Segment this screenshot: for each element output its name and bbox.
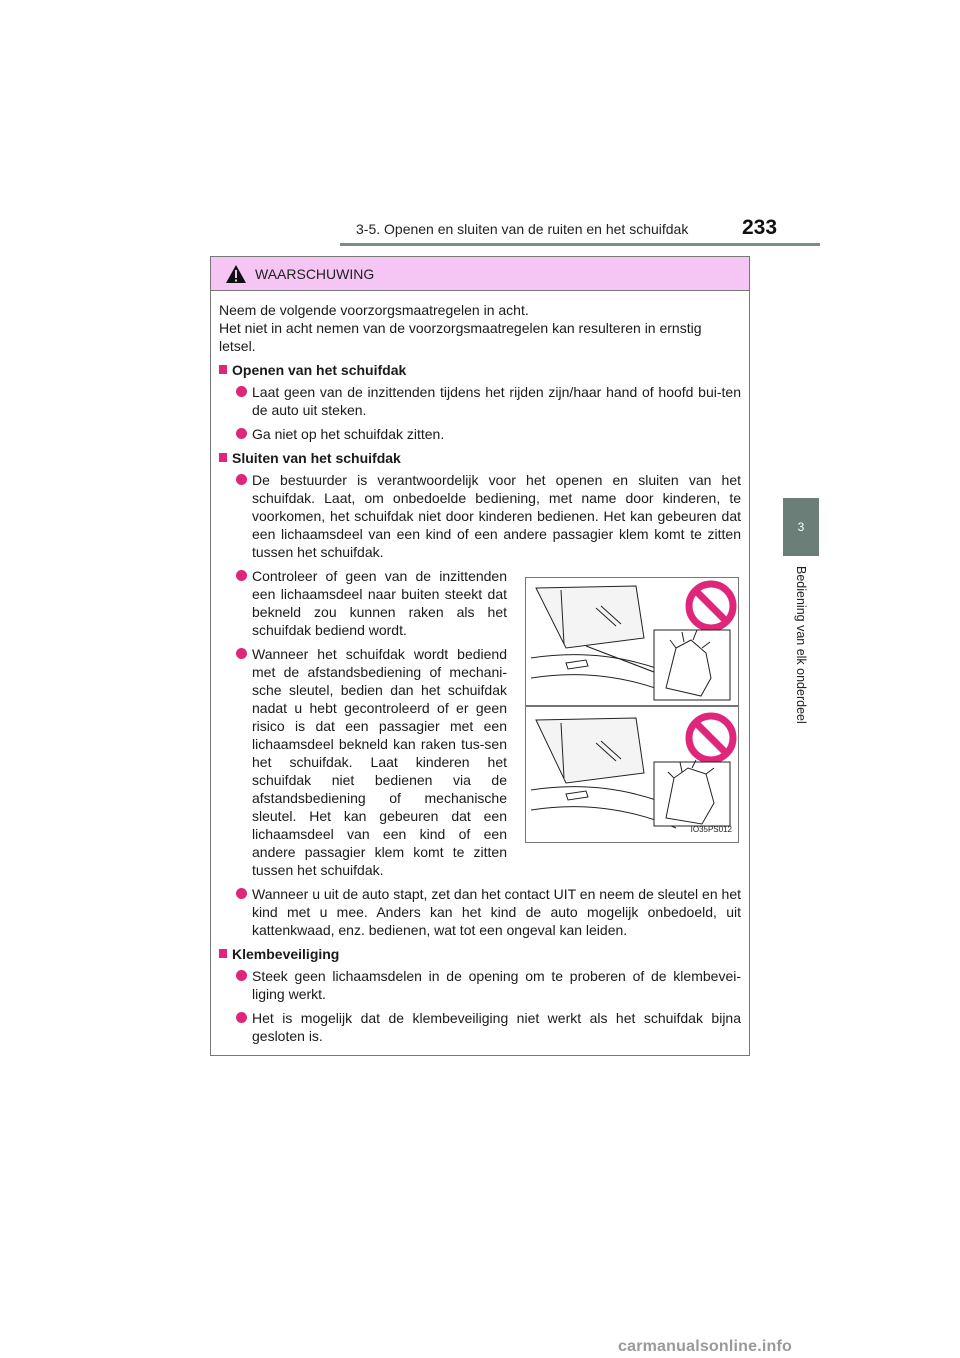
intro-line: Neem de volgende voorzorgsmaatregelen in acht. (219, 302, 529, 318)
sunroof-illustration (525, 577, 739, 843)
running-header: 3-5. Openen en sluiten van de ruiten en het schuifdak (356, 221, 689, 237)
section-heading: Klembeveiliging (219, 945, 741, 963)
intro-line: Het niet in acht nemen van de voorzorgsmaatregelen kan resulteren in ernstig letsel. (219, 320, 702, 354)
warning-box (210, 256, 750, 1056)
list-item: Steek geen lichaamsdelen in de opening om te proberen of de klembevei-liging werkt. (219, 967, 741, 1003)
dot-bullet-icon (236, 428, 247, 439)
dot-bullet-icon (236, 648, 247, 659)
square-bullet-icon (219, 365, 227, 374)
prohibited-sign-icon (689, 716, 733, 760)
section-pinch-protection (219, 945, 741, 1045)
section-opening (219, 361, 741, 443)
dot-bullet-icon (236, 570, 247, 581)
prohibited-sign-icon (689, 584, 733, 628)
square-bullet-icon (219, 949, 227, 958)
list-item: Ga niet op het schuifdak zitten. (219, 425, 741, 443)
header-rule (340, 243, 820, 246)
chapter-number: 3 (797, 520, 805, 534)
warning-title: WAARSCHUWING (255, 265, 375, 282)
row-text (219, 567, 507, 885)
warning-triangle-icon (225, 264, 247, 284)
chapter-title: Bediening van elk onderdeel (794, 566, 808, 724)
warning-header (211, 257, 749, 291)
square-bullet-icon (219, 453, 227, 462)
figure-code: IO35PS012 (690, 825, 732, 834)
list-item: Wanneer het schuifdak wordt bediend met de afstandsbediening of mechani-sche sleutel, bedien dan het schuifdak nadat u hebt gecontroleerd of er geen risico is dat een passagier met een lichaamsdeel bekneld kan raken tus-sen het schuifdak. Laat kinderen het schuifdak niet bedienen via de afstandsbediening of mechanische sleutel. Het kan gebeuren dat een lichaamsdeel van een kind of een andere passagier klem komt te zitten tussen het schuifdak. (219, 645, 507, 879)
watermark: carmanualsonline.info (618, 1338, 793, 1355)
dot-bullet-icon (236, 386, 247, 397)
section-closing (219, 449, 741, 939)
dot-bullet-icon (236, 474, 247, 485)
list-item: De bestuurder is verantwoordelijk voor het openen en sluiten van het schuifdak. Laat, om onbedoelde bediening, met name door kinderen, te voorkomen, het schuifdak niet door kinderen bedienen. Het kan gebeuren dat een lichaamsdeel van een kind of een andere passagier klem komt te zitten tussen het schuifdak. (219, 471, 741, 561)
list-item: Laat geen van de inzittenden tijdens het rijden zijn/haar hand of hoofd bui-ten de auto uit steken. (219, 383, 741, 419)
list-item: Het is mogelijk dat de klembeveiliging niet werkt als het schuifdak bijna gesloten is. (219, 1009, 741, 1045)
section-heading: Openen van het schuifdak (219, 361, 741, 379)
dot-bullet-icon (236, 970, 247, 981)
page-number: 233 (742, 216, 778, 239)
section-heading: Sluiten van het schuifdak (219, 449, 741, 467)
warning-body (211, 291, 749, 1045)
dot-bullet-icon (236, 1012, 247, 1023)
text-figure-row (219, 567, 741, 885)
list-item: Wanneer u uit de auto stapt, zet dan het contact UIT en neem de sleutel en het kind met u mee. Anders kan het kind de auto mogelijk onbedoeld, uit kattenkwaad, enz. bedienen, wat tot een ongeval kan leiden. (219, 885, 741, 939)
sunroof-drawing (526, 578, 738, 842)
dot-bullet-icon (236, 888, 247, 899)
chapter-tab (783, 498, 819, 556)
list-item: Controleer of geen van de inzittenden een lichaamsdeel naar buiten steekt dat bekneld zou kunnen raken als het schuifdak bediend wordt. (219, 567, 507, 639)
